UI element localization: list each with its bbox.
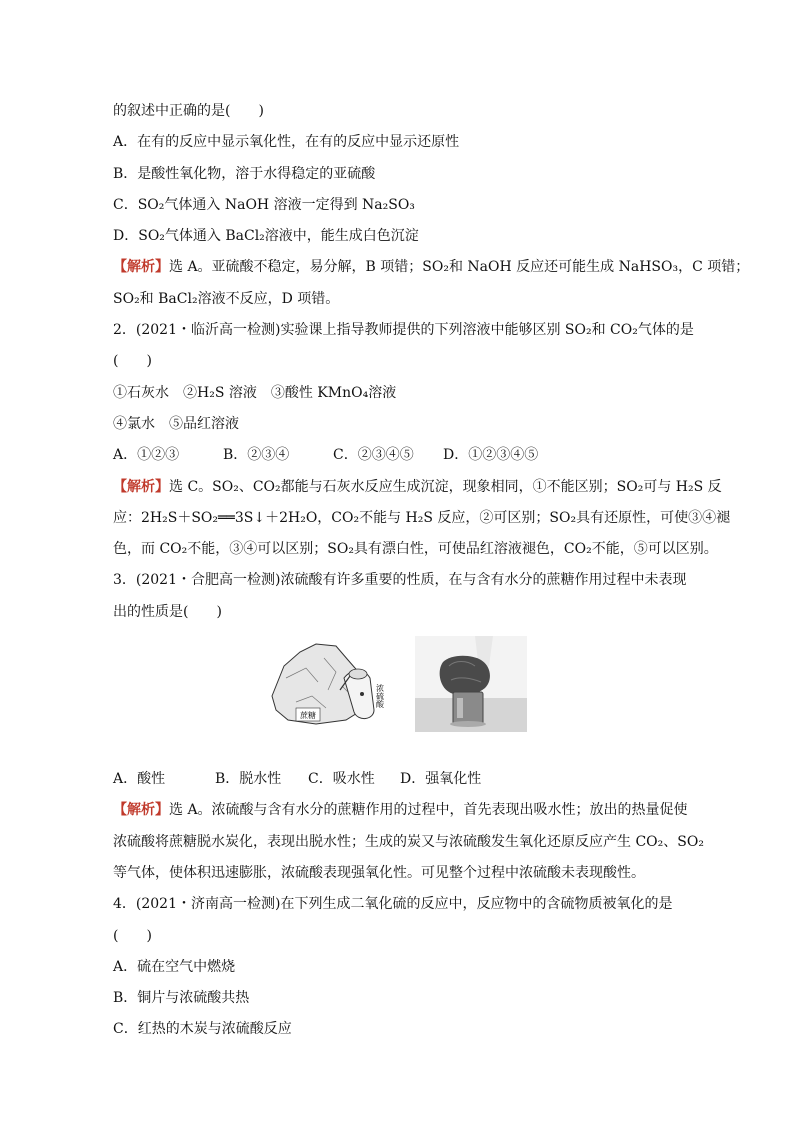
- q2-analysis-line: 【解析】选 C。SO₂、CO₂都能与石灰水反应生成沉淀，现象相同，①不能区别；SO₂可与 H₂S 反: [113, 478, 722, 495]
- analysis-tag: 【解析】: [113, 802, 169, 819]
- q2-analysis-line: 色，而 CO₂不能，③④可以区别；SO₂具有漂白性，可使品红溶液褪色，CO₂不能，⑤可以区别。: [113, 541, 718, 558]
- q2-option-b: B．②③④: [223, 447, 290, 464]
- acid-label: 浓硫酸: [375, 684, 385, 709]
- q2-stem-bracket: ( ): [113, 353, 152, 370]
- q1-option-d: D．SO₂气体通入 BaCl₂溶液中，能生成白色沉淀: [113, 228, 419, 245]
- analysis-tag: 【解析】: [113, 259, 169, 276]
- q4-option-b: B．铜片与浓硫酸共热: [113, 990, 250, 1007]
- sugar-label: 蔗糖: [300, 711, 316, 721]
- q3-figures: [113, 636, 685, 754]
- q2-option-c: C．②③④⑤: [333, 447, 414, 464]
- q3-analysis-line: 等气体，使体积迅速膨胀，浓硫酸表现强氧化性。可见整个过程中浓硫酸未表现酸性。: [113, 864, 645, 881]
- q3-options: [113, 764, 685, 795]
- q4-stem: 4．(2021・济南高一检测)在下列生成二氧化硫的反应中，反应物中的含硫物质被氧化的是: [113, 896, 673, 913]
- q1-stem: 的叙述中正确的是( ): [113, 103, 264, 119]
- q2-analysis-line: 应：2H₂S＋SO₂══3S↓＋2H₂O，CO₂不能与 H₂S 反应，②可区别；SO₂具有还原性，可使③④褪: [113, 509, 731, 526]
- q2-option-a: A．①②③: [113, 447, 180, 464]
- sugar-reaction-photo: [415, 636, 527, 732]
- sugar-mound-illustration: [266, 638, 386, 738]
- q4-option-c: C．红热的木炭与浓硫酸反应: [113, 1021, 292, 1038]
- q2-items: ④氯水 ⑤品红溶液: [113, 415, 239, 432]
- q1-analysis-line: 【解析】选 A。亚硫酸不稳定，易分解，B 项错；SO₂和 NaOH 反应还可能生成 NaHSO₃，C 项错；: [113, 259, 750, 276]
- q3-option-c: C．吸水性: [308, 771, 375, 788]
- q3-option-a: A．酸性: [113, 771, 166, 788]
- q1-option-b: B．是酸性氧化物，溶于水得稳定的亚硫酸: [113, 165, 376, 182]
- document-page: [113, 96, 750, 1046]
- q3-option-b: B．脱水性: [215, 771, 282, 788]
- q3-stem: 出的性质是( ): [113, 603, 222, 620]
- q2-items: ①石灰水 ②H₂S 溶液 ③酸性 KMnO₄溶液: [113, 384, 397, 401]
- q1-option-a: A．在有的反应中显示氧化性，在有的反应中显示还原性: [113, 134, 460, 151]
- q2-options: [113, 440, 685, 471]
- q3-stem: 3．(2021・合肥高一检测)浓硫酸有许多重要的性质，在与含有水分的蔗糖作用过程中未表现: [113, 572, 687, 589]
- q4-stem-bracket: ( ): [113, 927, 152, 944]
- q3-option-d: D．强氧化性: [400, 771, 482, 788]
- analysis-tag: 【解析】: [113, 478, 169, 495]
- q1-analysis-line: SO₂和 BaCl₂溶液不反应，D 项错。: [113, 290, 340, 307]
- q3-analysis-line: 浓硫酸将蔗糖脱水炭化，表现出脱水性；生成的炭又与浓硫酸发生氧化还原反应产生 CO₂、SO₂: [113, 833, 704, 850]
- q4-option-a: A．硫在空气中燃烧: [113, 958, 236, 975]
- q3-analysis-line: 【解析】选 A。浓硫酸与含有水分的蔗糖作用的过程中，首先表现出吸水性；放出的热量促使: [113, 802, 688, 819]
- q2-stem: 2．(2021・临沂高一检测)实验课上指导教师提供的下列溶液中能够区别 SO₂和 CO₂气体的是: [113, 322, 694, 339]
- q1-option-c: C．SO₂气体通入 NaOH 溶液一定得到 Na₂SO₃: [113, 196, 415, 213]
- q2-option-d: D．①②③④⑤: [443, 447, 539, 464]
